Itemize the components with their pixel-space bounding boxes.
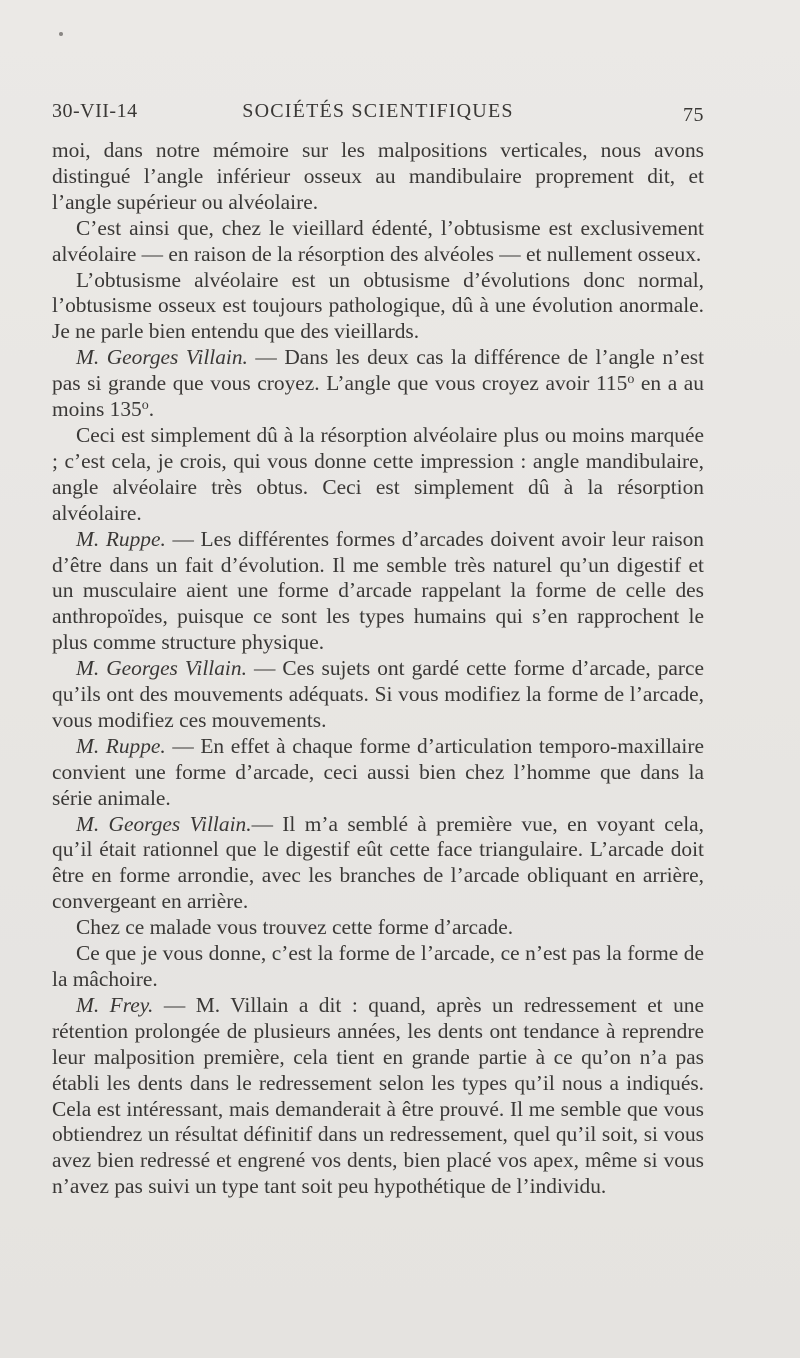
header-title: SOCIÉTÉS SCIENTIFIQUES <box>242 100 514 122</box>
speaker-name: M. Frey. <box>76 992 154 1017</box>
paragraph <box>52 345 704 423</box>
paragraph-text: Ceci est simplement dû à la résorption alvéolaire plus ou moins marquée ; c’est cela, je crois, qui vous donne cette impression : angle mandibulaire, angle alvéolaire très obtus. Ceci est simplement dû à la résorption alvéolaire. <box>52 422 704 525</box>
running-head <box>52 100 704 130</box>
speaker-name: M. Georges Villain. <box>76 811 252 836</box>
paragraph-text: — En effet à chaque forme d’articulation temporo-maxillaire convient une forme d’arcade, ceci aussi bien chez l’homme que dans la série animale. <box>52 733 704 810</box>
paragraph <box>52 734 704 812</box>
paragraph-text: Chez ce malade vous trouvez cette forme d’arcade. <box>76 915 514 940</box>
paragraph <box>52 527 704 657</box>
paragraph-text: moi, dans notre mémoire sur les malpositions verticales, nous avons distingué l’angle inférieur osseux au mandibulaire proprement dit, et l’angle supérieur ou alvéolaire. <box>52 138 704 214</box>
paragraph <box>52 993 704 1200</box>
speaker-name: M. Ruppe. <box>76 733 166 758</box>
paragraph <box>52 656 704 734</box>
degree-sign: o <box>141 398 149 414</box>
paragraph <box>52 423 704 527</box>
speaker-name: M. Georges Villain. <box>76 345 248 370</box>
speaker-name: M. Ruppe. <box>76 526 166 551</box>
paragraph-text: — Il m’a semblé à première vue, en voyant cela, qu’il était rationnel que le digestif eût cette face triangulaire. L’arcade doit être en forme arrondie, avec les branches de l’arcade obliquant en arrière, convergeant en arrière. <box>52 811 704 914</box>
paragraph <box>52 812 704 916</box>
paragraph-text: — Dans les deux cas la différence de l’angle n’est pas si grande que vous croyez. L’angle que vous croyez avoir 115 <box>52 345 705 396</box>
body-text <box>52 138 704 1200</box>
paragraph-text: L’obtusisme alvéolaire est un obtusisme d’évolutions donc normal, l’obtusisme osseux est toujours pathologique, dû à une évolution anormale. Je ne parle bien entendu que des vieillards. <box>52 267 704 344</box>
paragraph <box>52 915 704 941</box>
paragraph-text: en a au moins 135 <box>52 371 704 422</box>
page-number: 75 <box>683 104 704 126</box>
degree-sign: o <box>627 372 635 388</box>
paragraph-text: C’est ainsi que, chez le vieillard édenté, l’obtusisme est exclusivement alvéolaire — en raison de la résorption des alvéoles — et nullement osseux. <box>52 215 704 266</box>
paragraph <box>52 138 704 216</box>
paper-speck <box>59 32 63 36</box>
paragraph-text: — Ces sujets ont gardé cette forme d’arcade, parce qu’ils ont des mouvements adéquats. Si vous modifiez la forme de l’arcade, vous modifiez ces mouvements. <box>52 656 705 732</box>
paragraph <box>52 941 704 993</box>
paragraph-text: — M. Villain a dit : quand, après un redressement et une rétention prolongée de plusieurs années, les dents ont tendance à reprendre leur malposition première, cela tient en grande partie à ce qu’on n’a pas établi les dents dans le redressement selon les types qu’il nous a indiqués. Cela est intéressant, mais demanderait à être prouvé. Il me semble que vous obtiendrez un résultat définitif dans un redressement, quel qu’il soit, si vous avez bien redressé et engrené vos dents, bien placé vos apex, même si vous n’avez pas suivi un type tant soit peu hypothétique de l’individu. <box>52 992 704 1199</box>
speaker-name: M. Georges Villain. <box>76 656 247 681</box>
paragraph <box>52 216 704 268</box>
header-date: 30-VII-14 <box>52 100 138 122</box>
paragraph <box>52 268 704 346</box>
paragraph-text: . <box>148 397 155 422</box>
paragraph-text: — Les différentes formes d’arcades doivent avoir leur raison d’être dans un fait d’évolution. Il me semble très naturel qu’un digestif et un musculaire aient une forme d’arcade rappelant la forme de celle des anthropoïdes, puisque ce sont les types humains qui s’en rapprochent le plus comme structure physique. <box>52 526 704 655</box>
paragraph-text: Ce que je vous donne, c’est la forme de l’arcade, ce n’est pas la forme de la mâchoire. <box>52 941 704 991</box>
